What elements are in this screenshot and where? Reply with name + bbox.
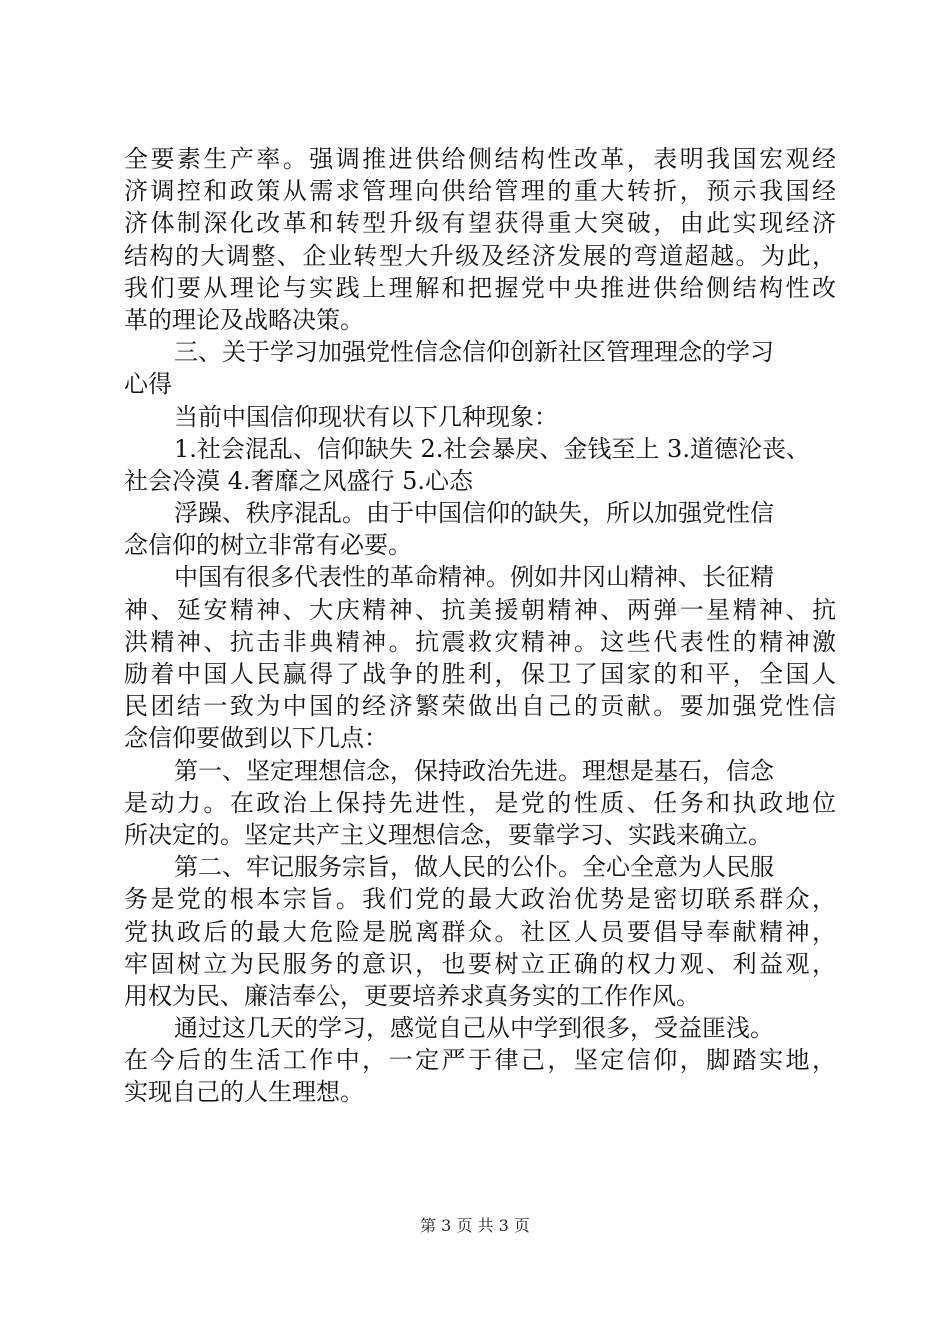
page-number-footer: 第 3 页 共 3 页 [420,1216,530,1235]
text-line: 全要素生产率。强调推进供给侧结构性改革，表明我国宏观经 [124,145,836,173]
list-line: 社会冷漠 4.奢靡之风盛行 5.心态 [124,466,474,495]
text-line: 当前中国信仰现状有以下几种现象： [174,402,558,431]
text-line: 在今后的生活工作中，一定严于律己，坚定信仰，脚踏实地， [124,1046,836,1075]
text-line: 念信仰的树立非常有必要。 [124,531,412,560]
section-heading: 三、关于学习加强党性信念信仰创新社区管理理念的学习 [174,338,774,367]
text-line: 我们要从理论与实践上理解和把握党中央推进供给侧结构性改 [124,273,836,302]
text-line: 牢固树立为民服务的意识，也要树立正确的权力观、利益观， [124,949,836,978]
list-line: 1.社会混乱、信仰缺失 2.社会暴戾、金钱至上 3.道德沦丧、 [174,434,810,463]
text-line: 所决定的。坚定共产主义理想信念，要靠学习、实践来确立。 [124,820,772,849]
text-line: 用权为民、廉洁奉公，更要培养求真务实的工作作风。 [124,981,700,1010]
text-line: 务是党的根本宗旨。我们党的最大政治优势是密切联系群众， [124,885,836,914]
text-line: 念信仰要做到以下几点： [124,724,388,753]
text-line: 中国有很多代表性的革命精神。例如井冈山精神、长征精 [174,563,774,592]
text-line: 民团结一致为中国的经济繁荣做出自己的贡献。要加强党性信 [124,692,836,721]
text-line: 第一、坚定理想信念，保持政治先进。理想是基石，信念 [174,756,774,785]
text-line: 励着中国人民赢得了战争的胜利，保卫了国家的和平，全国人 [124,660,836,688]
text-line: 是动力。在政治上保持先进性，是党的性质、任务和执政地位 [124,788,836,817]
document-body [124,143,836,1109]
section-heading-continued: 心得 [124,370,172,399]
text-line: 济体制深化改革和转型升级有望获得重大突破，由此实现经济 [124,209,836,238]
text-line: 洪精神、抗击非典精神。抗震救灾精神。这些代表性的精神激 [124,627,836,656]
text-line: 结构的大调整、企业转型大升级及经济发展的弯道超越。为此， [124,241,836,270]
text-line: 党执政后的最大危险是脱离群众。社区人员要倡导奉献精神， [124,917,836,946]
text-line: 浮躁、秩序混乱。由于中国信仰的缺失，所以加强党性信 [174,499,774,528]
text-line: 济调控和政策从需求管理向供给管理的重大转折，预示我国经 [124,177,836,206]
text-line: 通过这几天的学习，感觉自己从中学到很多，受益匪浅。 [174,1014,774,1043]
text-line: 第二、牢记服务宗旨，做人民的公仆。全心全意为人民服 [174,853,774,882]
text-line: 实现自己的人生理想。 [124,1078,364,1107]
text-line: 革的理论及战略决策。 [124,305,364,334]
text-line: 神、延安精神、大庆精神、抗美援朝精神、两弹一星精神、抗 [124,595,836,624]
